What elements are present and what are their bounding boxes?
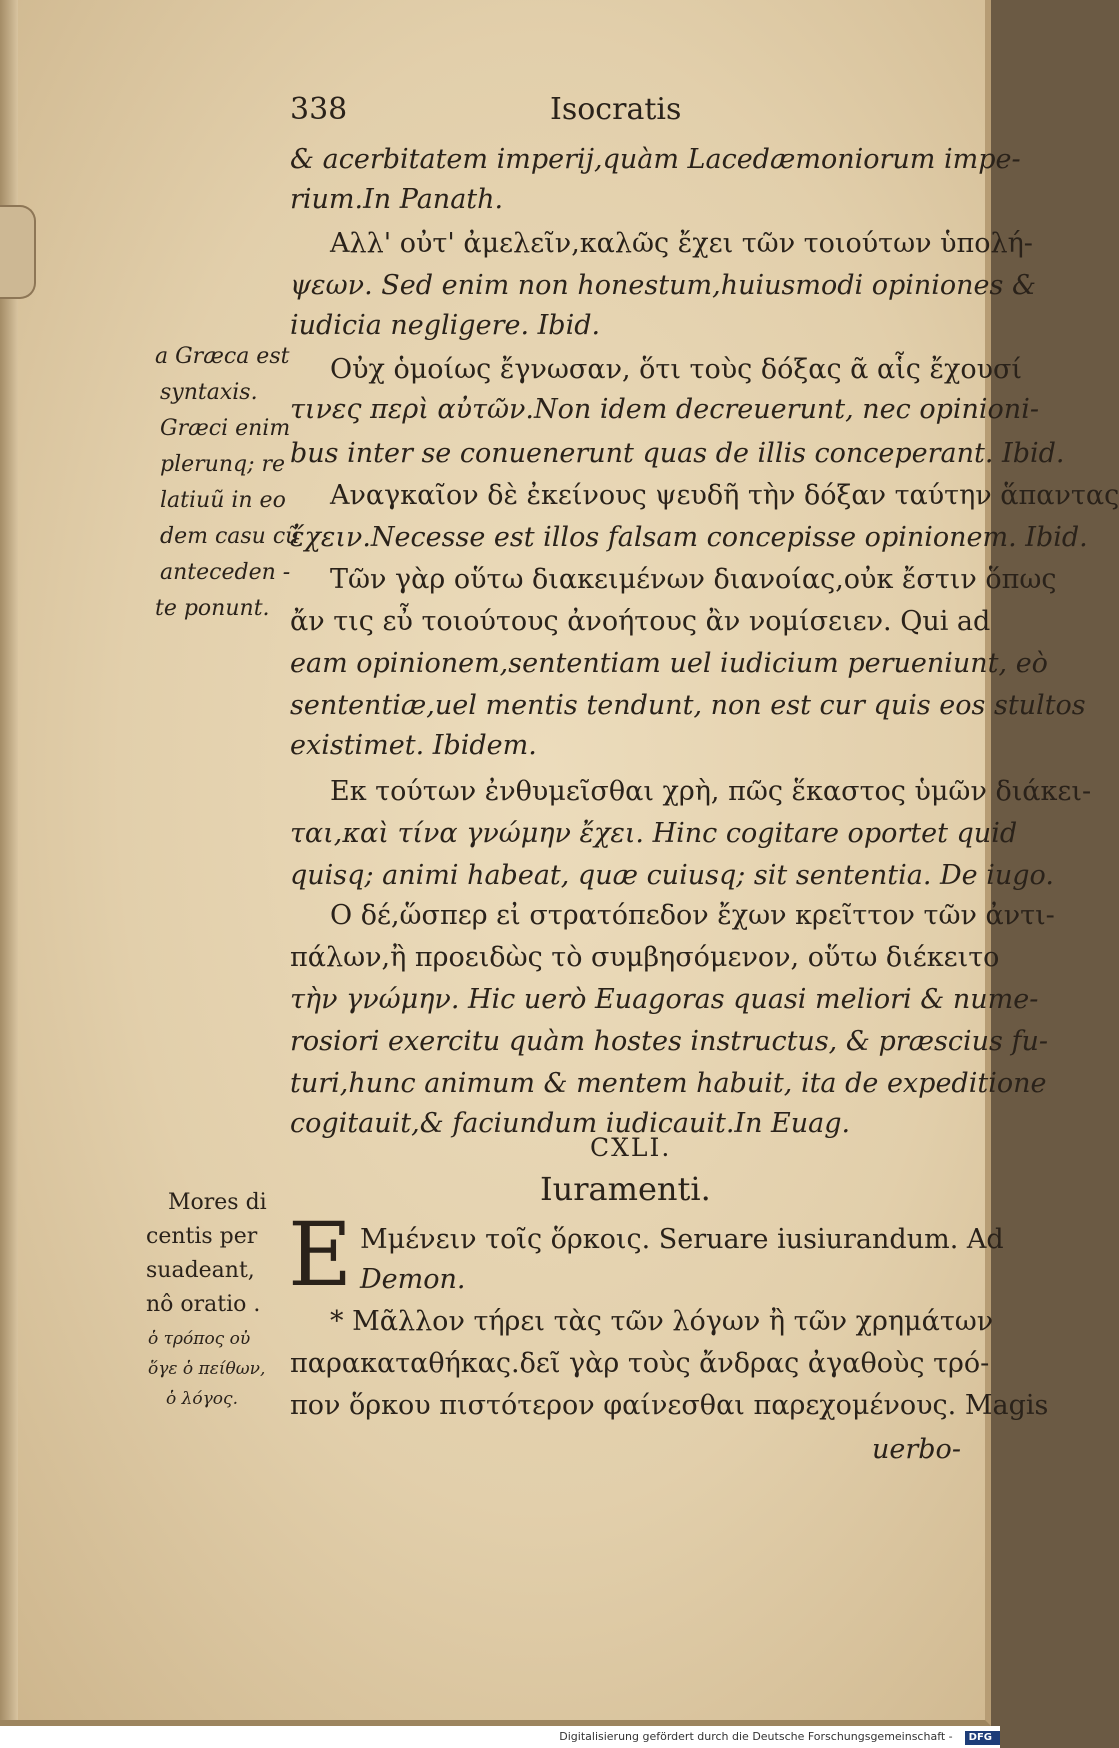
margin-note-line: anteceden - — [160, 560, 291, 585]
margin-note-line: plerunq; re — [160, 452, 286, 477]
margin-note-line: dem casu cũ — [160, 524, 300, 549]
catchword: uerbo- — [872, 1434, 961, 1465]
margin-note-line: Mores di — [168, 1190, 267, 1215]
text-line: παρακαταθήκας.δεῖ γὰρ τοὺς ἄνδρας ἀγαθοὺς τρό- — [290, 1348, 990, 1379]
text-line: πον ὅρκου πιστότερον φαίνεσθαι παρεχομένους. Magis — [290, 1390, 1049, 1421]
text-line: Αναγκαῖον δὲ ἐκείνους ψευδῆ τὴν δόξαν ταύτην ἅπαντας — [330, 480, 1119, 511]
text-line: Εκ τούτων ἐνθυμεῖσθαι χρὴ, πῶς ἕκαστος ὑμῶν διάκει- — [330, 776, 1092, 807]
margin-note-line: centis per — [146, 1224, 258, 1249]
margin-note-line: ὁ λόγος. — [166, 1389, 238, 1409]
text-line: ἔχειν.Necesse est illos falsam concepisse opinionem. Ibid. — [290, 522, 1088, 553]
dfg-logo: DFG — [965, 1731, 1000, 1745]
drop-cap: E — [288, 1203, 353, 1306]
text-line: Τῶν γὰρ οὕτω διακειμένων διανοίας,οὐκ ἔστιν ὅπως — [330, 564, 1057, 595]
text-line: bus inter se conuenerunt quas de illis conceperant. Ibid. — [290, 438, 1065, 469]
text-line: * Μᾶλλον τήρει τὰς τῶν λόγων ἢ τῶν χρημάτων — [330, 1306, 994, 1337]
text-line: rium.In Panath. — [290, 184, 504, 215]
text-line: Μμένειν τοῖς ὅρκοις. Seruare iusiurandum. Ad — [360, 1224, 1004, 1255]
margin-note-line: ὅγε ὁ πείθων, — [148, 1359, 266, 1379]
running-title: Isocratis — [550, 92, 682, 127]
page-number: 338 — [290, 92, 348, 127]
text-line: Demon. — [360, 1264, 466, 1295]
text-line: rosiori exercitu quàm hostes instructus, & præscius fu- — [290, 1026, 1048, 1057]
text-line: Ο δέ,ὥσπερ εἰ στρατόπεδον ἔχων κρεῖττον τῶν ἀντι- — [330, 900, 1055, 931]
text-line: Αλλ' οὐτ' ἀμελεῖν,καλῶς ἔχει τῶν τοιούτων ὑπολή- — [330, 228, 1033, 259]
bookmark-tab — [0, 205, 36, 299]
digitization-footer — [0, 1726, 1000, 1748]
margin-note-line: te ponunt. — [155, 596, 270, 621]
text-line: πάλων,ἢ προειδὼς τὸ συμβησόμενον, οὕτω διέκειτο — [290, 942, 1000, 973]
text-line: τινες περὶ αὐτῶν.Non idem decreuerunt, nec opinioni- — [290, 394, 1039, 425]
section-number: CXLI. — [590, 1133, 672, 1162]
margin-note-line: suadeant, — [146, 1258, 255, 1283]
text-line: cogitauit,& faciundum iudicauit.In Euag. — [290, 1108, 851, 1139]
text-line: ται,καὶ τίνα γνώμην ἔχει. Hinc cogitare oportet quid — [290, 818, 1018, 849]
margin-note-line: ὁ τρόπος οὐ — [148, 1329, 251, 1349]
footer-text: Digitalisierung gefördert durch die Deutsche Forschungsgemeinschaft - — [559, 1730, 953, 1743]
text-line: Οὐχ ὁμοίως ἔγνωσαν, ὅτι τοὺς δόξας ᾶ αἷς ἔχουσί — [330, 354, 1023, 385]
text-line: quisq; animi habeat, quæ cuiusq; sit sententia. De iugo. — [290, 860, 1054, 891]
text-line: & acerbitatem imperij,quàm Lacedæmoniorum impe- — [290, 144, 1021, 175]
text-line: τὴν γνώμην. Hic uerò Euagoras quasi meliori & nume- — [290, 984, 1039, 1015]
margin-note-line: a Græca est — [155, 344, 290, 369]
text-line: existimet. Ibidem. — [290, 730, 537, 761]
section-title: Iuramenti. — [540, 1170, 711, 1208]
text-line: turi,hunc animum & mentem habuit, ita de expeditione — [290, 1068, 1047, 1099]
text-line: iudicia negligere. Ibid. — [290, 310, 601, 341]
margin-note-line: nô oratio . — [146, 1292, 261, 1317]
text-line: eam opinionem,sententiam uel iudicium perueniunt, eò — [290, 648, 1048, 679]
margin-note-line: Græci enim — [160, 416, 291, 441]
margin-note-line: latiuũ in eo — [160, 488, 286, 513]
margin-note-line: syntaxis. — [160, 380, 258, 405]
text-line: ἄν τις εὖ τοιούτους ἀνοήτους ἂν νομίσειεν. Qui ad — [290, 606, 991, 637]
text-line: ψεων. Sed enim non honestum,huiusmodi opiniones & — [290, 270, 1037, 301]
text-line: sententiæ,uel mentis tendunt, non est cur quis eos stultos — [290, 690, 1086, 721]
